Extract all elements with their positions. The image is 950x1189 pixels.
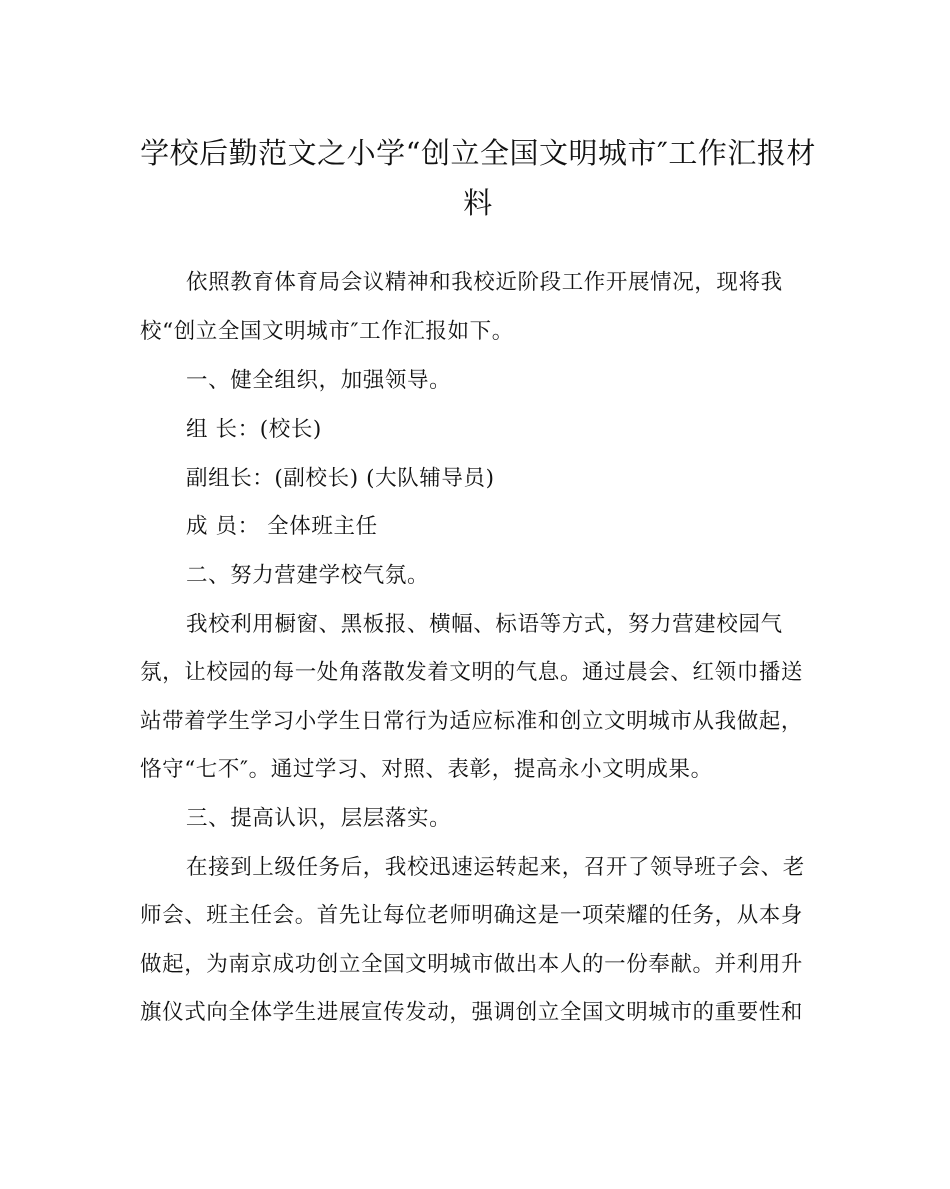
paragraph-line: 站带着学生学习小学生日常行为适应标准和创立文明城市从我做起， (140, 709, 804, 734)
title-line-1: 学校后勤范文之小学“创立全国文明城市″工作汇报材 (140, 136, 816, 170)
paragraph-line: 副组长：(副校长) (大队辅导员) (186, 466, 495, 491)
paragraph-line: 氛，让校园的每一处角落散发着文明的气息。通过晨会、红领巾播送 (140, 660, 804, 685)
paragraph-line: 做起，为南京成功创立全国文明城市做出本人的一份奉献。并利用升 (140, 952, 804, 977)
paragraph-line: 恪守“七不″。通过学习、对照、表彰，提高永小文明成果。 (140, 757, 713, 782)
document-title (138, 128, 818, 228)
title-line-2: 料 (463, 186, 493, 220)
paragraph-line: 在接到上级任务后，我校迅速运转起来，召开了领导班子会、老 (186, 855, 805, 880)
section-heading: 二、努力营建学校气氛。 (186, 563, 430, 588)
paragraph-line: 我校利用橱窗、黑板报、横幅、标语等方式，努力营建校园气 (186, 612, 783, 637)
paragraph-line: 依照教育体育局会议精神和我校近阶段工作开展情况，现将我 (186, 270, 783, 295)
section-heading: 三、提高认识，层层落实。 (186, 806, 452, 831)
paragraph-line: 旗仪式向全体学生进展宣传发动，强调创立全国文明城市的重要性和 (140, 1000, 804, 1025)
paragraph-line: 成 员： 全体班主任 (186, 514, 378, 539)
section-heading: 一、健全组织，加强领导。 (186, 368, 452, 393)
paragraph-line: 师会、班主任会。首先让每位老师明确这是一项荣耀的任务，从本身 (140, 903, 804, 928)
paragraph-line: 校“创立全国文明城市″工作汇报如下。 (140, 319, 514, 344)
paragraph-line: 组 长：(校长) (186, 417, 322, 442)
